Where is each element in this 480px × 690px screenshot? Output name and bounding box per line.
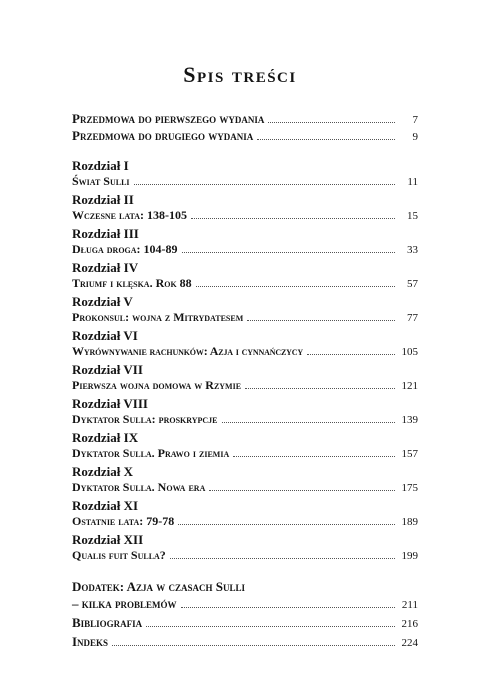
toc-entry-preface-1[interactable] (72, 110, 418, 127)
chapter-label: Rozdział VIII (72, 396, 148, 411)
chapter-label: Rozdział I (72, 158, 129, 173)
chapter-label: Rozdział III (72, 226, 139, 241)
dot-leader (307, 345, 395, 355)
page-number: 211 (401, 599, 418, 611)
dot-leader (209, 481, 395, 491)
dot-leader (181, 598, 395, 608)
page-number: 105 (401, 346, 418, 358)
chapter-label: Rozdział VII (72, 362, 143, 377)
toc-entry-chapter-11[interactable] (72, 513, 418, 530)
toc-entry-chapter-5[interactable] (72, 309, 418, 326)
page-title: Spis treści (183, 62, 297, 87)
entry-title: Dyktator Sulla. Prawo i ziemia (72, 446, 230, 460)
dot-leader (245, 379, 395, 389)
toc-entry-chapter-2[interactable] (72, 207, 418, 224)
page-number: 199 (401, 550, 418, 562)
dot-leader (196, 277, 395, 287)
dot-leader (178, 515, 395, 525)
page-number: 189 (401, 516, 418, 528)
page-number: 15 (407, 210, 418, 222)
page-number: 224 (401, 637, 418, 649)
chapter-label: Rozdział IX (72, 430, 139, 445)
dot-leader (170, 549, 395, 559)
toc-entry-preface-2[interactable] (72, 127, 418, 144)
entry-title: Dyktator Sulla: proskrypcje (72, 412, 218, 426)
dot-leader (146, 617, 395, 627)
entry-title: Długa droga: 104-89 (72, 242, 178, 256)
page-number: 9 (412, 131, 418, 143)
entry-title: Wyrównywanie rachunków: Azja i cynnańczycy (72, 344, 304, 358)
dot-leader (268, 113, 395, 123)
entry-title-continued: – kilka problemów (72, 596, 177, 611)
page-number: 7 (412, 114, 418, 126)
toc-entry-index[interactable] (72, 633, 418, 650)
page-number: 216 (401, 618, 418, 630)
chapter-list (72, 158, 418, 564)
entry-title: Bibliografia (72, 615, 143, 630)
toc-entry-chapter-12[interactable] (72, 547, 418, 564)
appendix-line-2 (72, 595, 418, 612)
toc-entry-chapter-1[interactable] (72, 173, 418, 190)
toc-entry-chapter-9[interactable] (72, 445, 418, 462)
page-number: 77 (407, 312, 418, 324)
toc-entry-chapter-6[interactable] (72, 343, 418, 360)
entry-title: Pierwsza wojna domowa w Rzymie (72, 378, 242, 392)
entry-title: Przedmowa do pierwszego wydania (72, 111, 265, 126)
dot-leader (247, 311, 395, 321)
entry-title: Qualis fuit Sulla? (72, 548, 166, 562)
page-number: 11 (407, 176, 418, 188)
toc-entry-chapter-7[interactable] (72, 377, 418, 394)
page-number: 33 (407, 244, 418, 256)
toc-entry-bibliography[interactable] (72, 614, 418, 631)
chapter-label: Rozdział VI (72, 328, 138, 343)
entry-title: Triumf i klęska. Rok 88 (72, 276, 192, 290)
entry-title: Ostatnie lata: 79-78 (72, 514, 175, 528)
chapter-label: Rozdział IV (72, 260, 139, 275)
entry-title: Dyktator Sulla. Nowa era (72, 480, 206, 494)
dot-leader (222, 413, 395, 423)
page-number: 121 (401, 380, 418, 392)
toc-entry-appendix[interactable] (72, 578, 418, 612)
dot-leader (134, 175, 395, 185)
table-of-contents (72, 110, 418, 650)
toc-entry-chapter-3[interactable] (72, 241, 418, 258)
page-number: 175 (401, 482, 418, 494)
chapter-label: Rozdział XII (72, 532, 144, 547)
entry-title: Prokonsul: wojna z Mitrydatesem (72, 310, 244, 324)
page-number: 139 (401, 414, 418, 426)
entry-title: Wczesne lata: 138-105 (72, 208, 188, 222)
page-number: 157 (401, 448, 418, 460)
toc-entry-chapter-8[interactable] (72, 411, 418, 428)
dot-leader (191, 209, 395, 219)
dot-leader (233, 447, 395, 457)
entry-title: Świat Sulli (72, 174, 130, 188)
entry-title: Indeks (72, 634, 109, 649)
toc-entry-chapter-10[interactable] (72, 479, 418, 496)
appendix-line-1 (72, 578, 418, 595)
dot-leader (257, 130, 395, 140)
dot-leader (182, 243, 395, 253)
dot-leader (112, 636, 395, 646)
chapter-label: Rozdział X (72, 464, 134, 479)
toc-entry-chapter-4[interactable] (72, 275, 418, 292)
chapter-label: Rozdział XI (72, 498, 139, 513)
chapter-label: Rozdział V (72, 294, 133, 309)
entry-title: Przedmowa do drugiego wydania (72, 128, 254, 143)
entry-title: Dodatek: Azja w czasach Sulli (72, 579, 245, 594)
page-number: 57 (407, 278, 418, 290)
chapter-label: Rozdział II (72, 192, 134, 207)
